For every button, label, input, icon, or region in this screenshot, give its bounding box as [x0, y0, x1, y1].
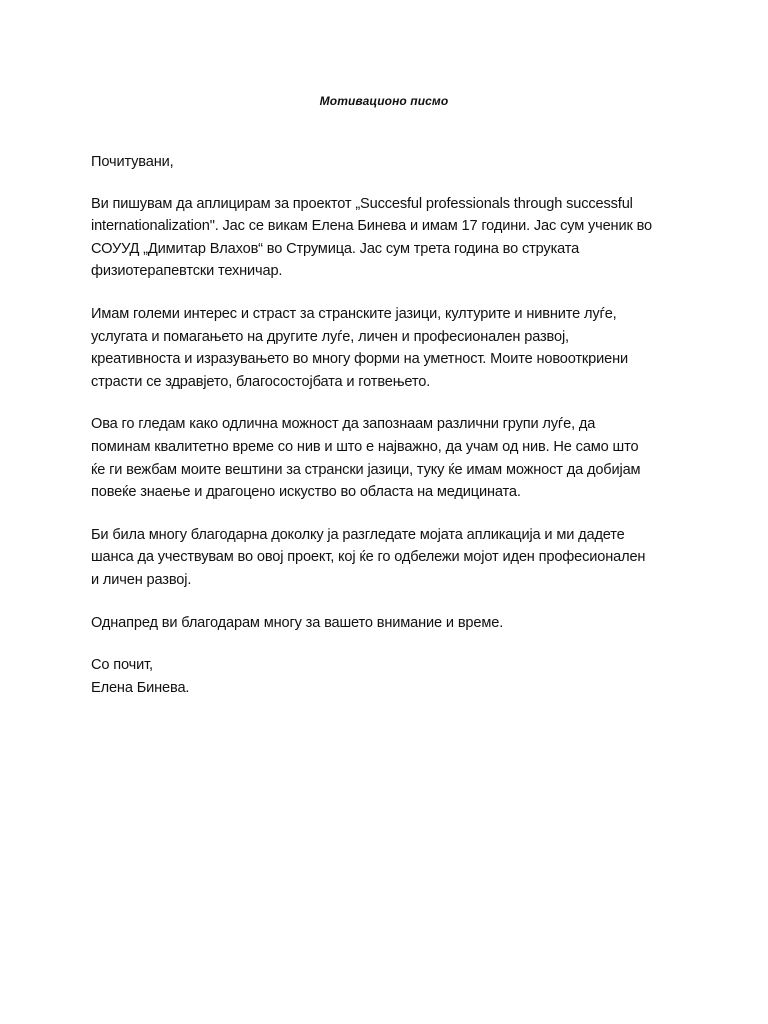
paragraph-line: Однапред ви благодарам многу за вашето внимание и време.	[91, 614, 504, 631]
paragraph-1	[91, 193, 691, 283]
paragraph-line: услугата и помагањето на другите луѓе, личен и професионален развој,	[91, 328, 569, 345]
paragraph-4	[91, 524, 691, 592]
paragraph-line: ќе ги вежбам моите вештини за странски јазици, туку ќе имам можност да добијам	[91, 461, 641, 478]
paragraph-line: креативноста и изразувањето во многу форми на уметност. Моите новооткриени	[91, 351, 628, 368]
paragraph-line: страсти се здравјето, благосостојбата и готвењето.	[91, 373, 431, 390]
salutation-line: Почитувани,	[91, 154, 174, 170]
paragraph-line: Ви пишувам да аплицирам за проектот „Succesful professionals through successful	[91, 195, 633, 212]
paragraph-line: поминам квалитетно време со нив и што е најважно, да учам од нив. Не само што	[91, 438, 639, 455]
paragraph-line: шанса да учествувам во овој проект, кој ќе го одбележи мојот иден професионален	[91, 549, 646, 566]
paragraph-line: и личен развој.	[91, 571, 192, 588]
letter-body	[91, 151, 691, 699]
paragraph-line: Би била многу благодарна доколку ја разгледате мојата апликација и ми дадете	[91, 526, 625, 543]
paragraph-line: повеќе знаење и драгоцено искуство во областа на медицината.	[91, 484, 521, 501]
paragraph-line: internationalization". Јас се викам Елена Бинева и имам 17 години. Јас сум ученик во	[91, 218, 653, 235]
document-title: Мотивационо писмо	[319, 94, 449, 108]
paragraph-line: Ова го гледам како одлична можност да запознаам различни групи луѓе, да	[91, 416, 596, 433]
paragraph-5	[91, 612, 691, 635]
paragraph-3	[91, 413, 691, 503]
paragraph-line: физиотерапевтски техничар.	[91, 263, 283, 280]
salutation	[91, 151, 691, 174]
closing-block	[91, 654, 691, 699]
paragraph-2	[91, 303, 691, 393]
signature-line: Елена Бинева.	[91, 679, 190, 696]
paragraph-line: Имам големи интерес и страст за странските јазици, културите и нивните луѓе,	[91, 305, 617, 322]
paragraph-line: СОУУД „Димитар Влахов“ во Струмица. Јас сум трета година во струката	[91, 240, 580, 257]
closing-line: Со почит,	[91, 657, 153, 674]
